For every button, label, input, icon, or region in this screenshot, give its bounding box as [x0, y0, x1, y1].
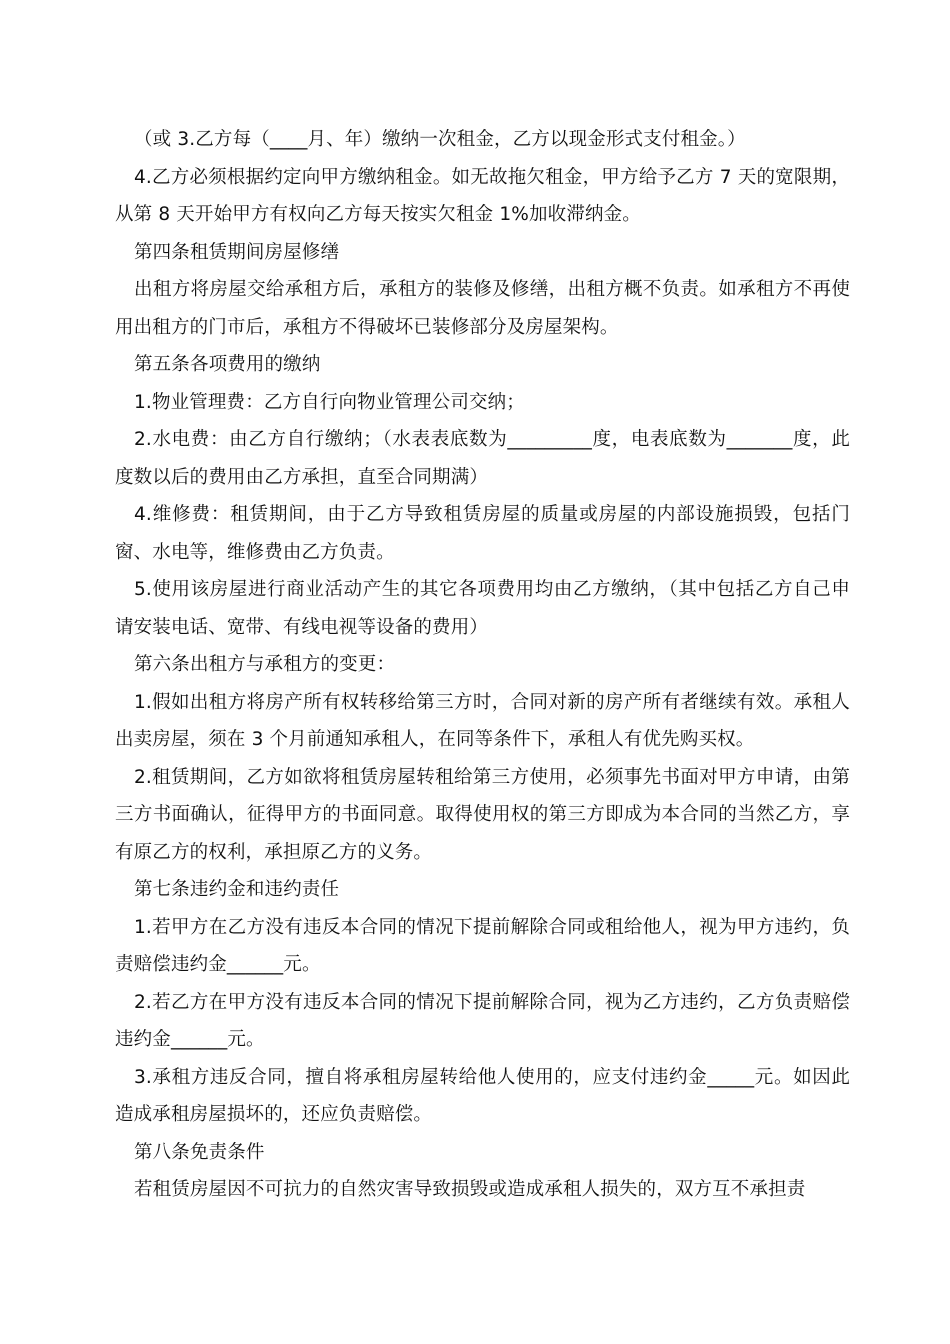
article-6-heading: 第六条出租方与承租方的变更： [134, 654, 396, 675]
article-4-body: 出租方将房屋交给承租方后，承租方的装修及修缮，出租方概不负责。如承租方不再使用出租方的门市后，承租方不得破坏已装修部分及房屋架构。 [115, 279, 850, 338]
late-payment-clause: 4.乙方必须根据约定向甲方缴纳租金。如无故拖欠租金，甲方给予乙方 7 天的宽限期，从第 8 天开始甲方有权向乙方每天按实欠租金 1%加收滞纳金。 [115, 166, 850, 225]
sublease-item: 2.租赁期间，乙方如欲将租赁房屋转租给第三方使用，必须事先书面对甲方申请，由第三方书面确认，征得甲方的书面同意。取得使用权的第三方即成为本合同的当然乙方，享有原乙方的权利，承担原乙方的义务。 [115, 766, 850, 863]
repair-fee-item: 4.维修费：租赁期间，由于乙方导致租赁房屋的质量或房屋的内部设施损毁，包括门窗、水电等，维修费由乙方负责。 [115, 504, 850, 563]
utility-fee-item: 2.水电费：由乙方自行缴纳；（水表表底数为_________度，电表底数为_______度，此度数以后的费用由乙方承担，直至合同期满） [115, 429, 850, 488]
lessor-breach-item: 1.若甲方在乙方没有违反本合同的情况下提前解除合同或租给他人，视为甲方违约，负责赔偿违约金______元。 [115, 916, 850, 975]
article-7-heading: 第七条违约金和违约责任 [134, 879, 340, 900]
force-majeure-text: 若租赁房屋因不可抗力的自然灾害导致损毁或造成承租人损失的，双方互不承担责 [134, 1179, 806, 1200]
article-8-heading: 第八条免责条件 [134, 1141, 265, 1163]
payment-option-3: （或 3.乙方每（____月、年）缴纳一次租金，乙方以现金形式支付租金。） [134, 129, 746, 150]
lessee-breach-item: 2.若乙方在甲方没有违反本合同的情况下提前解除合同，视为乙方违约，乙方负责赔偿违约金______元。 [115, 991, 850, 1050]
article-4-heading: 第四条租赁期间房屋修缮 [134, 241, 340, 263]
contract-page [115, 121, 850, 1209]
article-5-heading: 第五条各项费用的缴纳 [134, 354, 321, 375]
unauthorized-sublease-item: 3.承租方违反合同，擅自将承租房屋转给他人使用的，应支付违约金_____元。如因此造成承租房屋损坏的，还应负责赔偿。 [115, 1066, 850, 1125]
property-fee-item: 1.物业管理费：乙方自行向物业管理公司交纳； [134, 391, 525, 413]
ownership-transfer-item: 1.假如出租方将房产所有权转移给第三方时，合同对新的房产所有者继续有效。承租人出卖房屋，须在 3 个月前通知承租人，在同等条件下，承租人有优先购买权。 [115, 691, 850, 750]
other-fees-item: 5.使用该房屋进行商业活动产生的其它各项费用均由乙方缴纳，（其中包括乙方自己申请安装电话、宽带、有线电视等设备的费用） [115, 579, 850, 638]
